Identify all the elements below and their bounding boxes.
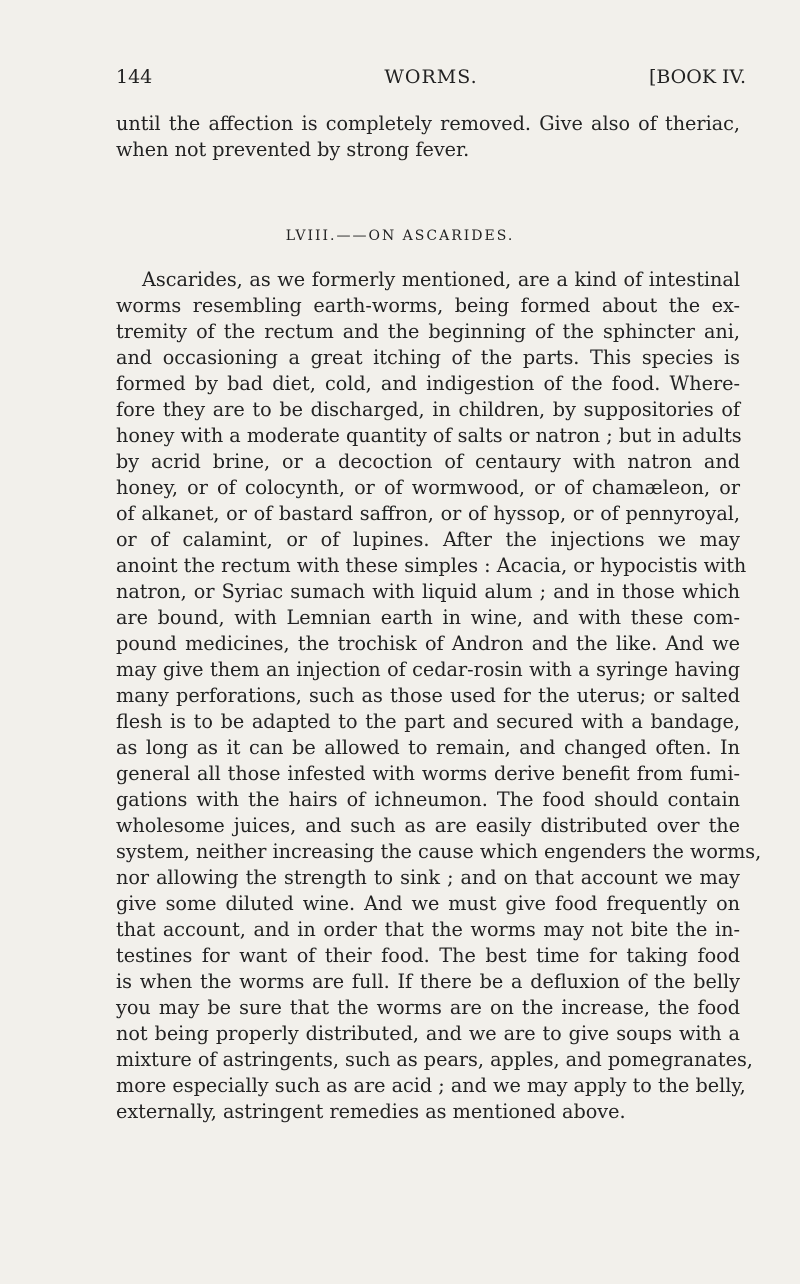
- body-line: honey with a moderate quantity of salts or natron ; but in adults: [116, 424, 742, 447]
- body-line: pound medicines, the trochisk of Andron and the like. And we: [116, 632, 740, 655]
- body-line: mixture of astringents, such as pears, apples, and pomegranates,: [116, 1048, 753, 1071]
- body-line: worms resembling earth-worms, being formed about the ex-: [116, 294, 740, 317]
- body-line: flesh is to be adapted to the part and secured with a bandage,: [116, 710, 740, 733]
- body-line: fore they are to be discharged, in children, by suppositories of: [116, 398, 740, 421]
- body-line: are bound, with Lemnian earth in wine, and with these com-: [116, 606, 740, 629]
- body-line: honey, or of colocynth, or of wormwood, or of chamæleon, or: [116, 476, 740, 499]
- body-line: not being properly distributed, and we are to give soups with a: [116, 1022, 740, 1045]
- body-line: nor allowing the strength to sink ; and on that account we may: [116, 866, 740, 889]
- body-line: testines for want of their food. The best time for taking food: [116, 944, 740, 967]
- body-line: Ascarides, as we formerly mentioned, are a kind of intestinal: [142, 268, 740, 291]
- body-line: tremity of the rectum and the beginning of the sphincter ani,: [116, 320, 740, 343]
- book-reference: [BOOK IV.: [648, 66, 746, 88]
- body-line: you may be sure that the worms are on the increase, the food: [116, 996, 740, 1019]
- running-title: WORMS.: [384, 66, 478, 88]
- page-number: 144: [116, 66, 153, 88]
- body-line: gations with the hairs of ichneumon. The food should contain: [116, 788, 740, 811]
- body-line: by acrid brine, or a decoction of centaury with natron and: [116, 450, 740, 473]
- body-line: and occasioning a great itching of the parts. This species is: [116, 346, 740, 369]
- body-line: give some diluted wine. And we must give food frequently on: [116, 892, 740, 915]
- body-line: natron, or Syriac sumach with liquid alum ; and in those which: [116, 580, 740, 603]
- body-line: as long as it can be allowed to remain, and changed often. In: [116, 736, 740, 759]
- section-heading: LVIII.——ON ASCARIDES.: [285, 228, 515, 244]
- body-line: system, neither increasing the cause which engenders the worms,: [116, 840, 762, 863]
- body-line: more especially such as are acid ; and we may apply to the belly,: [116, 1074, 746, 1097]
- intro-line: until the affection is completely removed. Give also of theriac,: [116, 112, 740, 135]
- page-header: [116, 66, 746, 96]
- body-line: general all those infested with worms derive benefit from fumi-: [116, 762, 740, 785]
- intro-line: when not prevented by strong fever.: [116, 138, 470, 161]
- body-line: wholesome juices, and such as are easily distributed over the: [116, 814, 740, 837]
- body-line: that account, and in order that the worms may not bite the in-: [116, 918, 740, 941]
- body-line: externally, astringent remedies as mentioned above.: [116, 1100, 626, 1123]
- body-line: many perforations, such as those used for the uterus; or salted: [116, 684, 740, 707]
- body-line: or of calamint, or of lupines. After the injections we may: [116, 528, 740, 551]
- body-line: is when the worms are full. If there be a defluxion of the belly: [116, 970, 740, 993]
- body-line: of alkanet, or of bastard saffron, or of hyssop, or of pennyroyal,: [116, 502, 740, 525]
- body-line: anoint the rectum with these simples : Acacia, or hypocistis with: [116, 554, 747, 577]
- body-line: formed by bad diet, cold, and indigestion of the food. Where-: [116, 372, 740, 395]
- body-line: may give them an injection of cedar-rosin with a syringe having: [116, 658, 740, 681]
